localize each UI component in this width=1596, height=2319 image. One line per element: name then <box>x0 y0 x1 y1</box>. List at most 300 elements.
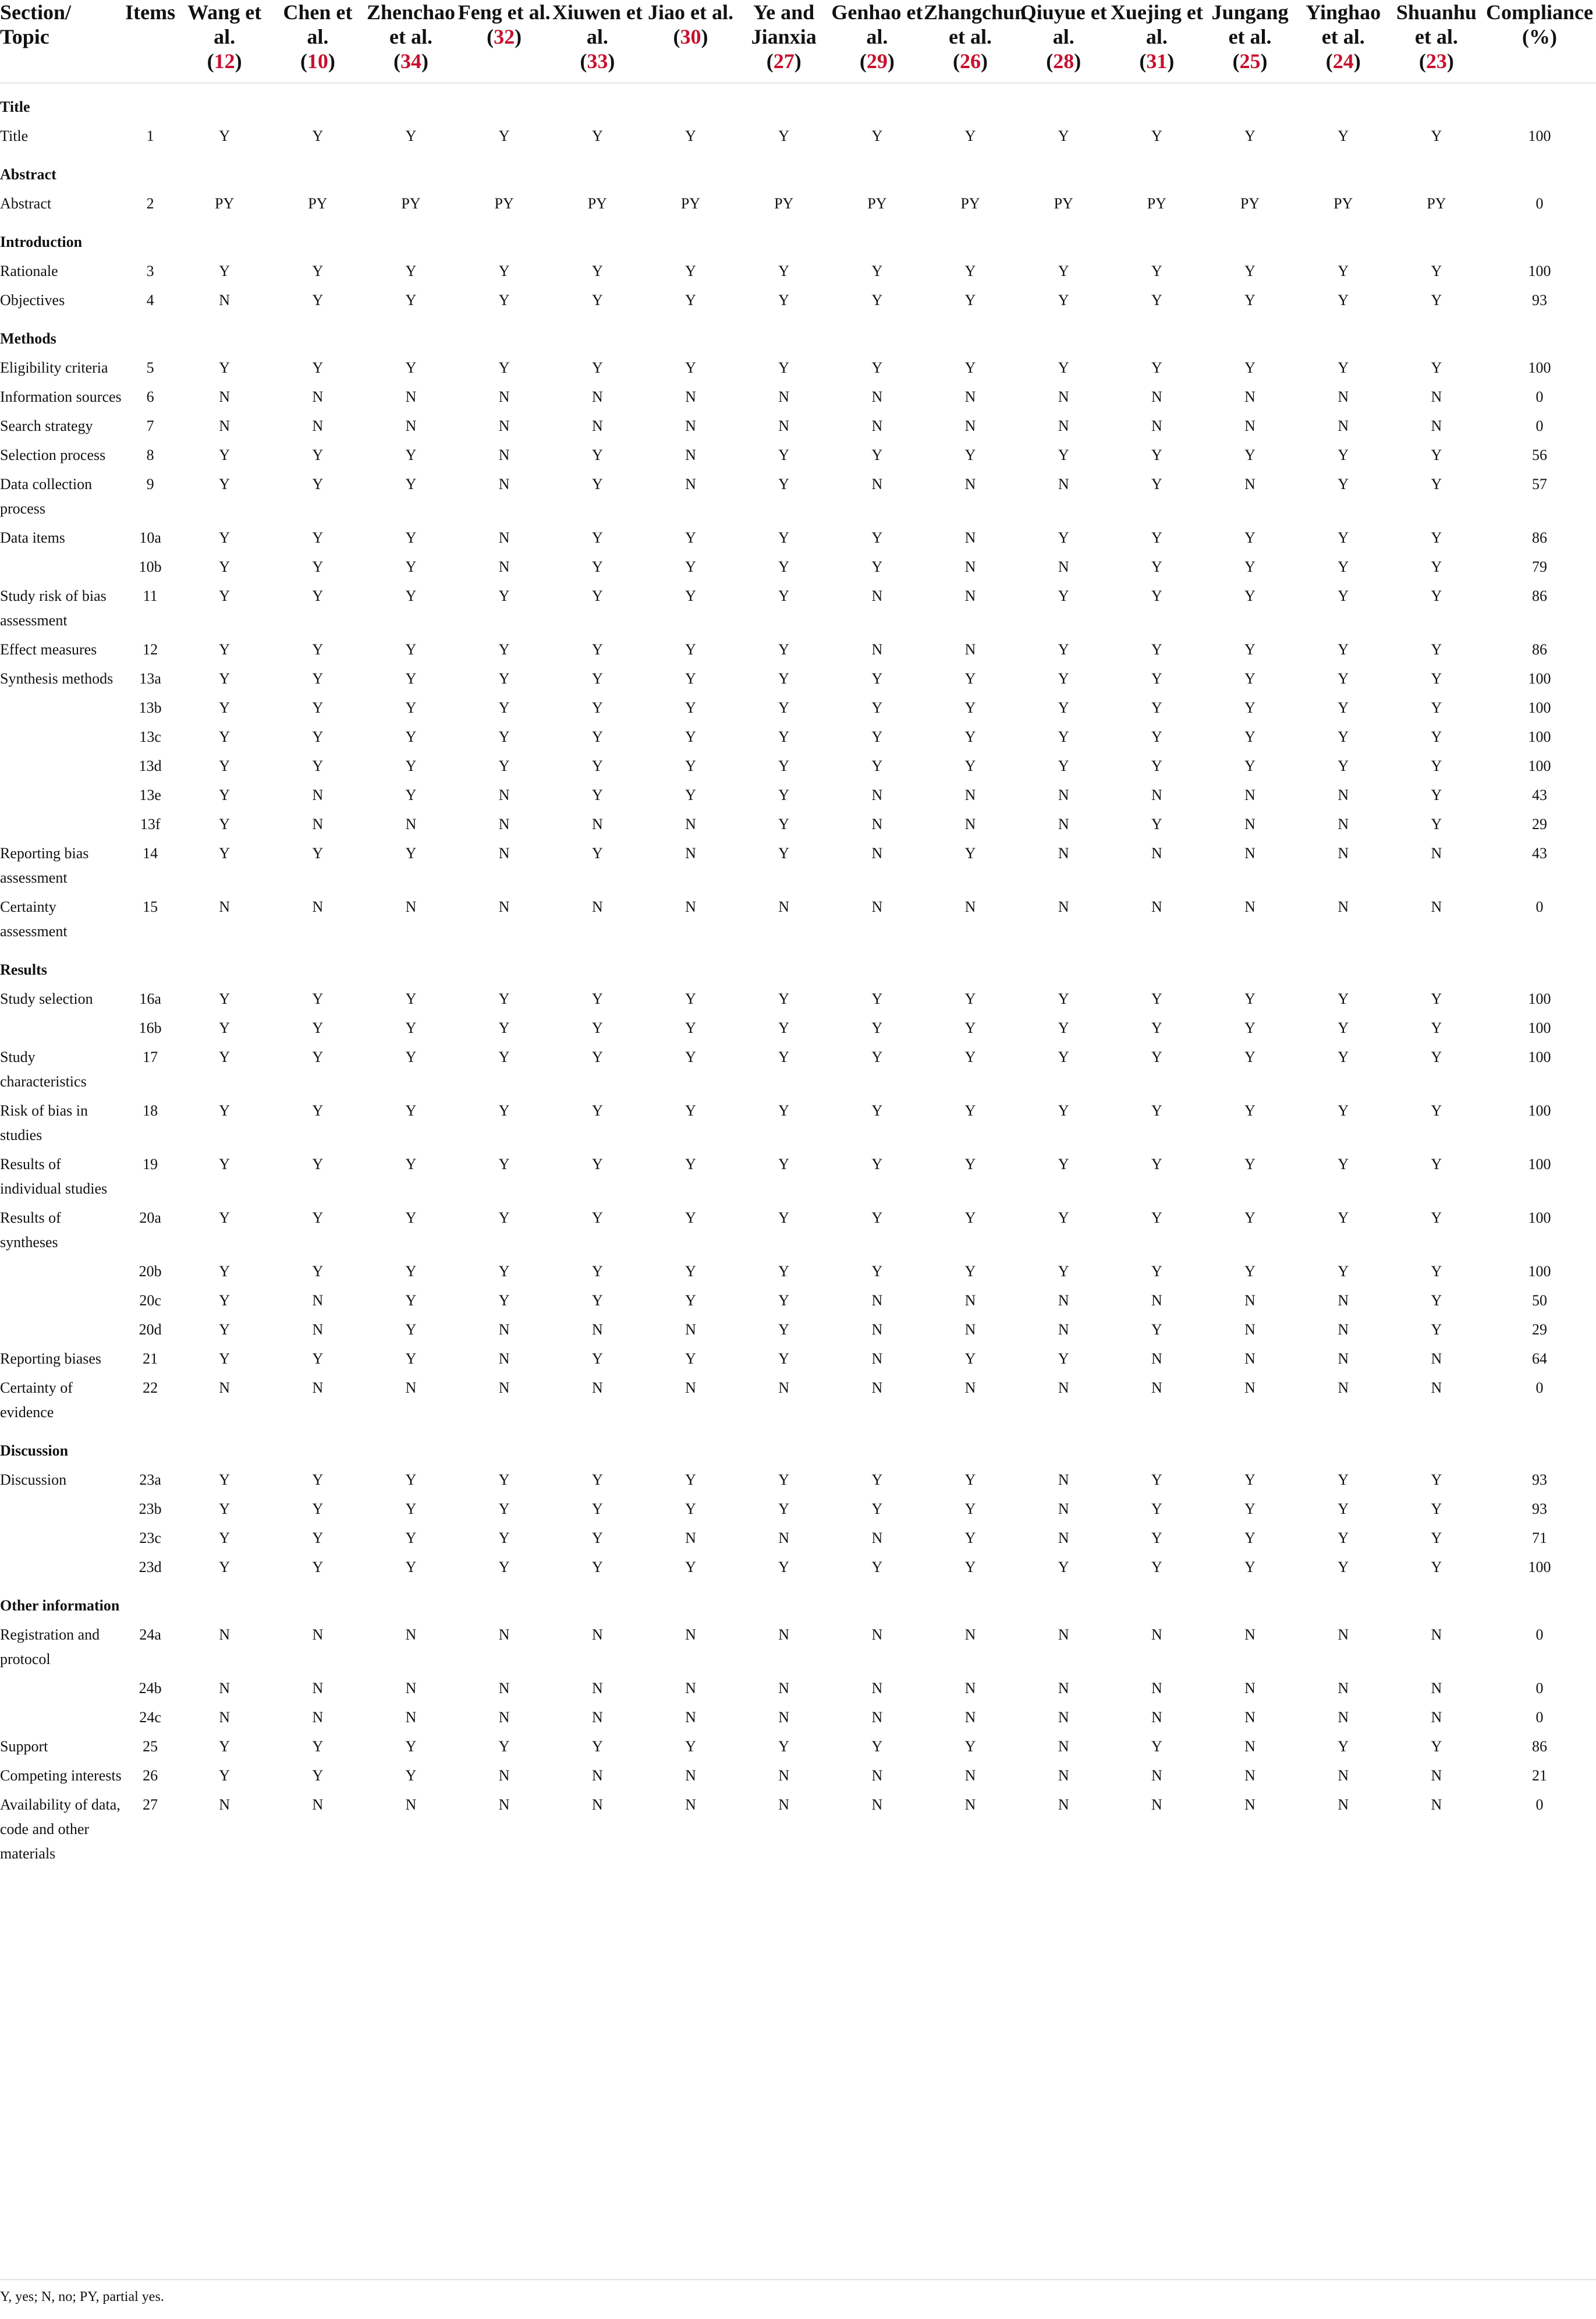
rating-cell: N <box>1431 417 1442 434</box>
rating-cell: Y <box>1338 699 1349 716</box>
section-row <box>0 315 1596 353</box>
topic-cell <box>0 553 123 582</box>
rating-cell: Y <box>591 476 603 493</box>
reference-link[interactable]: 34 <box>400 49 421 73</box>
rating-cell: PY <box>587 195 607 212</box>
rating-cell: Y <box>1244 641 1255 658</box>
rating-cell: N <box>964 558 976 575</box>
rating-cell: N <box>871 1321 883 1338</box>
rating-cell: Y <box>219 1292 230 1309</box>
compliance-cell: 64 <box>1531 1350 1547 1367</box>
item-cell: 25 <box>143 1738 158 1755</box>
rating-cell: Y <box>778 787 790 803</box>
header-study: Yinghao et al. (24) <box>1297 0 1390 83</box>
rating-cell: Y <box>498 1559 510 1575</box>
rating-cell: N <box>1151 787 1162 803</box>
rating-cell: Y <box>778 1321 790 1338</box>
rating-cell: Y <box>219 529 230 546</box>
rating-cell: Y <box>1431 529 1442 546</box>
rating-cell: Y <box>1431 476 1442 493</box>
item-cell: 24c <box>139 1709 161 1726</box>
rating-cell: Y <box>778 1738 790 1755</box>
rating-cell: Y <box>1244 699 1255 716</box>
rating-cell: Y <box>219 1530 230 1546</box>
rating-cell: Y <box>1151 728 1162 745</box>
rating-cell: N <box>871 1292 883 1309</box>
rating-cell: Y <box>1338 641 1349 658</box>
header-study: Chen et al. (10) <box>271 0 364 83</box>
topic-cell: Effect measures <box>0 641 97 658</box>
rating-cell: N <box>871 1350 883 1367</box>
table-row <box>0 189 1596 218</box>
rating-cell: N <box>405 388 417 405</box>
rating-cell: N <box>219 1709 230 1726</box>
rating-cell: Y <box>964 263 976 279</box>
item-cell: 2 <box>146 195 154 212</box>
rating-cell: Y <box>591 292 603 309</box>
rating-cell: Y <box>778 990 790 1007</box>
rating-cell: Y <box>591 1559 603 1575</box>
rating-cell: N <box>1151 1292 1162 1309</box>
item-cell: 7 <box>146 417 154 434</box>
table-row <box>0 985 1596 1014</box>
item-cell: 12 <box>143 641 158 658</box>
rating-cell: N <box>964 898 976 915</box>
rating-cell: Y <box>1431 587 1442 604</box>
rating-cell: N <box>685 388 696 405</box>
rating-cell: N <box>1058 417 1069 434</box>
rating-cell: Y <box>871 728 883 745</box>
rating-cell: Y <box>591 1292 603 1309</box>
table-row <box>0 412 1596 441</box>
rating-cell: N <box>685 845 696 862</box>
topic-cell: Results of syntheses <box>0 1209 61 1251</box>
rating-cell: Y <box>1338 128 1349 144</box>
table-row <box>0 257 1596 286</box>
rating-cell: Y <box>1431 292 1442 309</box>
rating-cell: Y <box>219 757 230 774</box>
topic-cell: Support <box>0 1738 48 1755</box>
rating-cell: N <box>964 476 976 493</box>
rating-cell: Y <box>1058 263 1069 279</box>
rating-cell: Y <box>685 128 696 144</box>
rating-cell: Y <box>1244 558 1255 575</box>
rating-cell: N <box>964 587 976 604</box>
rating-cell: Y <box>685 1156 696 1173</box>
rating-cell: Y <box>405 529 417 546</box>
rating-cell: N <box>405 1709 417 1726</box>
rating-cell: Y <box>1431 1530 1442 1546</box>
rating-cell: N <box>778 1680 790 1697</box>
table-body <box>0 83 1596 1869</box>
rating-cell: Y <box>1244 1559 1255 1575</box>
rating-cell: N <box>685 816 696 833</box>
rating-cell: Y <box>685 757 696 774</box>
rating-cell: Y <box>591 728 603 745</box>
rating-cell: Y <box>1244 1471 1255 1488</box>
section-heading: Title <box>0 98 30 115</box>
rating-cell: Y <box>312 1263 324 1280</box>
rating-cell: N <box>1151 1796 1162 1813</box>
rating-cell: Y <box>1151 1559 1162 1575</box>
rating-cell: Y <box>1431 1263 1442 1280</box>
rating-cell: N <box>1338 1680 1349 1697</box>
rating-cell: Y <box>871 1156 883 1173</box>
rating-cell: Y <box>1338 1530 1349 1546</box>
rating-cell: N <box>778 1767 790 1784</box>
reference-link[interactable]: 27 <box>773 49 795 73</box>
rating-cell: Y <box>1151 816 1162 833</box>
rating-cell: Y <box>591 1530 603 1546</box>
reference-link[interactable]: 12 <box>214 49 235 73</box>
header-study: Jungang et al. (25) <box>1203 0 1296 83</box>
section-heading: Introduction <box>0 233 83 250</box>
compliance-cell: 100 <box>1528 1263 1551 1280</box>
rating-cell: Y <box>219 699 230 716</box>
reference-link[interactable]: 10 <box>307 49 328 73</box>
rating-cell: Y <box>964 1350 976 1367</box>
rating-cell: Y <box>1338 1559 1349 1575</box>
reference-link[interactable]: 30 <box>680 25 701 48</box>
rating-cell: PY <box>680 195 701 212</box>
header-study: Xiuwen et al. (33) <box>551 0 644 83</box>
table-row <box>0 1703 1596 1732</box>
rating-cell: Y <box>1431 447 1442 463</box>
rating-cell: N <box>591 816 603 833</box>
rating-cell: N <box>1244 1626 1255 1643</box>
rating-cell: Y <box>964 292 976 309</box>
rating-cell: Y <box>778 292 790 309</box>
header-study: Qiuyue et al. (28) <box>1017 0 1110 83</box>
rating-cell: Y <box>964 1530 976 1546</box>
rating-cell: Y <box>219 359 230 376</box>
rating-cell: Y <box>591 128 603 144</box>
rating-cell: N <box>1244 388 1255 405</box>
rating-cell: Y <box>1058 1263 1069 1280</box>
compliance-cell: 100 <box>1528 1049 1551 1065</box>
rating-cell: Y <box>778 587 790 604</box>
rating-cell: Y <box>591 587 603 604</box>
table-row <box>0 1553 1596 1582</box>
rating-cell: Y <box>312 757 324 774</box>
rating-cell: Y <box>964 1471 976 1488</box>
rating-cell: N <box>312 417 324 434</box>
rating-cell: Y <box>312 845 324 862</box>
topic-cell: Availability of data, code and other materials <box>0 1796 120 1862</box>
rating-cell: N <box>1244 476 1255 493</box>
rating-cell: N <box>1431 1680 1442 1697</box>
rating-cell: Y <box>312 699 324 716</box>
rating-cell: N <box>1151 898 1162 915</box>
rating-cell: Y <box>591 1350 603 1367</box>
section-heading: Results <box>0 961 47 978</box>
rating-cell: N <box>1244 1350 1255 1367</box>
topic-cell <box>0 752 123 781</box>
rating-cell: Y <box>1431 1738 1442 1755</box>
rating-cell: N <box>1151 1680 1162 1697</box>
rating-cell: Y <box>1151 1209 1162 1226</box>
table-header <box>0 0 1596 83</box>
header-label: Shuanhu et al. <box>1396 1 1477 48</box>
rating-cell: PY <box>960 195 980 212</box>
header-study: Ye and Jianxia (27) <box>737 0 831 83</box>
rating-cell: Y <box>498 263 510 279</box>
rating-cell: Y <box>1151 1321 1162 1338</box>
table-row <box>0 1674 1596 1703</box>
rating-cell: Y <box>1058 359 1069 376</box>
rating-cell: Y <box>405 447 417 463</box>
rating-cell: Y <box>685 263 696 279</box>
rating-cell: N <box>1431 898 1442 915</box>
section-heading: Abstract <box>0 166 56 183</box>
rating-cell: N <box>964 1680 976 1697</box>
rating-cell: Y <box>871 529 883 546</box>
rating-cell: Y <box>1431 1471 1442 1488</box>
rating-cell: Y <box>1058 1559 1069 1575</box>
rating-cell: Y <box>1338 558 1349 575</box>
rating-cell: N <box>1151 1767 1162 1784</box>
rating-cell: N <box>405 1680 417 1697</box>
compliance-cell: 93 <box>1531 292 1547 309</box>
rating-cell: Y <box>871 1738 883 1755</box>
rating-cell: N <box>964 417 976 434</box>
reference-link[interactable]: 26 <box>960 49 981 73</box>
rating-cell: N <box>685 1321 696 1338</box>
rating-cell: Y <box>1244 1263 1255 1280</box>
rating-cell: N <box>964 1767 976 1784</box>
rating-cell: Y <box>405 1156 417 1173</box>
rating-cell: N <box>685 1530 696 1546</box>
topic-cell: Study risk of bias assessment <box>0 587 107 629</box>
table-row <box>0 664 1596 693</box>
rating-cell: Y <box>685 1102 696 1119</box>
rating-cell: Y <box>405 641 417 658</box>
rating-cell: N <box>1431 1379 1442 1396</box>
table-row <box>0 1257 1596 1286</box>
item-cell: 16b <box>139 1019 162 1036</box>
item-cell: 27 <box>143 1796 158 1813</box>
table-footnote: Y, yes; N, no; PY, partial yes. <box>0 2289 164 2304</box>
rating-cell: Y <box>1244 292 1255 309</box>
rating-cell: N <box>1058 816 1069 833</box>
rating-cell: Y <box>1058 1049 1069 1065</box>
rating-cell: Y <box>778 1102 790 1119</box>
rating-cell: Y <box>312 1350 324 1367</box>
table-row <box>0 122 1596 151</box>
rating-cell: Y <box>685 670 696 687</box>
section-heading: Other information <box>0 1597 120 1614</box>
item-cell: 9 <box>146 476 154 493</box>
rating-cell: Y <box>964 670 976 687</box>
reference-link[interactable]: 23 <box>1425 49 1447 73</box>
rating-cell: N <box>591 1767 603 1784</box>
rating-cell: Y <box>1244 1500 1255 1517</box>
header-study: Shuanhu et al. (23) <box>1390 0 1483 83</box>
rating-cell: Y <box>312 1530 324 1546</box>
rating-cell: Y <box>1431 787 1442 803</box>
rating-cell: Y <box>312 1209 324 1226</box>
rating-cell: Y <box>685 1738 696 1755</box>
rating-cell: Y <box>1338 757 1349 774</box>
reference-link[interactable]: 29 <box>866 49 888 73</box>
item-cell: 13f <box>140 816 161 833</box>
compliance-cell: 100 <box>1528 1019 1551 1036</box>
rating-cell: Y <box>591 263 603 279</box>
rating-cell: Y <box>1431 1049 1442 1065</box>
rating-cell: Y <box>1431 728 1442 745</box>
compliance-cell: 100 <box>1528 1209 1551 1226</box>
topic-cell: Reporting biases <box>0 1350 102 1367</box>
rating-cell: N <box>1244 898 1255 915</box>
table-row <box>0 1790 1596 1868</box>
item-cell: 22 <box>143 1379 158 1396</box>
rating-cell: N <box>591 1379 603 1396</box>
rating-cell: N <box>1338 787 1349 803</box>
header-study: Xuejing et al. (31) <box>1110 0 1203 83</box>
rating-cell: N <box>964 529 976 546</box>
rating-cell: N <box>498 1709 510 1726</box>
rating-cell: N <box>778 388 790 405</box>
rating-cell: Y <box>871 1500 883 1517</box>
rating-cell: Y <box>964 1102 976 1119</box>
reference-link[interactable]: 24 <box>1332 49 1354 73</box>
rating-cell: Y <box>219 1471 230 1488</box>
rating-cell: Y <box>871 292 883 309</box>
rating-cell: Y <box>1338 1263 1349 1280</box>
rating-cell: Y <box>219 558 230 575</box>
reference-link[interactable]: 25 <box>1239 49 1261 73</box>
reference-link[interactable]: 31 <box>1146 49 1168 73</box>
rating-cell: Y <box>1338 1156 1349 1173</box>
rating-cell: N <box>871 641 883 658</box>
rating-cell: N <box>1431 845 1442 862</box>
compliance-cell: 71 <box>1531 1530 1547 1546</box>
rating-cell: PY <box>215 195 235 212</box>
rating-cell: Y <box>1338 476 1349 493</box>
reference-link[interactable]: 28 <box>1053 49 1074 73</box>
rating-cell: N <box>964 787 976 803</box>
rating-cell: N <box>405 1626 417 1643</box>
topic-cell <box>0 1674 123 1703</box>
rating-cell: Y <box>498 757 510 774</box>
compliance-cell: 100 <box>1528 359 1551 376</box>
item-cell: 23a <box>139 1471 161 1488</box>
header-label: Ye and Jianxia <box>751 1 817 48</box>
section-row <box>0 151 1596 189</box>
rating-cell: Y <box>498 990 510 1007</box>
rating-cell: N <box>871 1709 883 1726</box>
rating-cell: N <box>498 816 510 833</box>
rating-cell: N <box>312 816 324 833</box>
rating-cell: PY <box>867 195 887 212</box>
table-row <box>0 441 1596 470</box>
rating-cell: Y <box>312 587 324 604</box>
topic-cell: Objectives <box>0 292 65 309</box>
rating-cell: Y <box>871 1471 883 1488</box>
rating-cell: N <box>685 447 696 463</box>
table-row <box>0 1315 1596 1344</box>
item-cell: 10b <box>139 558 162 575</box>
rating-cell: Y <box>871 1209 883 1226</box>
item-cell: 5 <box>146 359 154 376</box>
rating-cell: Y <box>1244 529 1255 546</box>
rating-cell: N <box>1058 898 1069 915</box>
section-row <box>0 1582 1596 1620</box>
table-row <box>0 582 1596 635</box>
rating-cell: Y <box>312 1019 324 1036</box>
rating-cell: N <box>964 388 976 405</box>
rating-cell: N <box>312 1680 324 1697</box>
rating-cell: Y <box>405 1471 417 1488</box>
item-cell: 24a <box>139 1626 161 1643</box>
rating-cell: Y <box>685 699 696 716</box>
rating-cell: PY <box>1054 195 1073 212</box>
table-row <box>0 839 1596 893</box>
rating-cell: N <box>1244 1292 1255 1309</box>
reference-link[interactable]: 32 <box>494 25 515 48</box>
rating-cell: Y <box>498 670 510 687</box>
topic-cell <box>0 1014 123 1043</box>
rating-cell: Y <box>1338 728 1349 745</box>
table-row <box>0 1286 1596 1315</box>
rating-cell: Y <box>1151 1102 1162 1119</box>
rating-cell: Y <box>685 359 696 376</box>
topic-cell: Discussion <box>0 1471 67 1488</box>
rating-cell: N <box>1151 388 1162 405</box>
compliance-cell: 0 <box>1535 1626 1544 1643</box>
table-row <box>0 1465 1596 1495</box>
rating-cell: Y <box>685 292 696 309</box>
compliance-cell: 21 <box>1531 1767 1547 1784</box>
rating-cell: Y <box>1431 990 1442 1007</box>
rating-cell: Y <box>405 990 417 1007</box>
topic-cell: Eligibility criteria <box>0 359 108 376</box>
rating-cell: Y <box>1338 587 1349 604</box>
section-row <box>0 1427 1596 1465</box>
rating-cell: Y <box>312 728 324 745</box>
rating-cell: N <box>312 787 324 803</box>
table-row <box>0 1344 1596 1373</box>
rating-cell: Y <box>778 359 790 376</box>
header-study: Wang et al. (12) <box>178 0 271 83</box>
table-row <box>0 1150 1596 1203</box>
rating-cell: Y <box>964 447 976 463</box>
rating-cell: N <box>685 1709 696 1726</box>
rating-cell: N <box>498 417 510 434</box>
rating-cell: Y <box>778 757 790 774</box>
rating-cell: PY <box>308 195 328 212</box>
rating-cell: N <box>1058 1680 1069 1697</box>
rating-cell: N <box>871 816 883 833</box>
rating-cell: Y <box>405 587 417 604</box>
rating-cell: N <box>498 529 510 546</box>
reference-link[interactable]: 33 <box>587 49 608 73</box>
rating-cell: Y <box>1431 1321 1442 1338</box>
compliance-cell: 50 <box>1531 1292 1547 1309</box>
rating-cell: N <box>871 1796 883 1813</box>
rating-cell: N <box>498 1796 510 1813</box>
compliance-cell: 100 <box>1528 1102 1551 1119</box>
rating-cell: Y <box>778 641 790 658</box>
rating-cell: Y <box>219 1049 230 1065</box>
rating-cell: Y <box>1058 1350 1069 1367</box>
topic-cell: Study selection <box>0 990 93 1007</box>
rating-cell: Y <box>1338 1209 1349 1226</box>
rating-cell: Y <box>871 1019 883 1036</box>
rating-cell: Y <box>405 1292 417 1309</box>
footnote-divider <box>0 2279 1596 2280</box>
table-row <box>0 383 1596 412</box>
